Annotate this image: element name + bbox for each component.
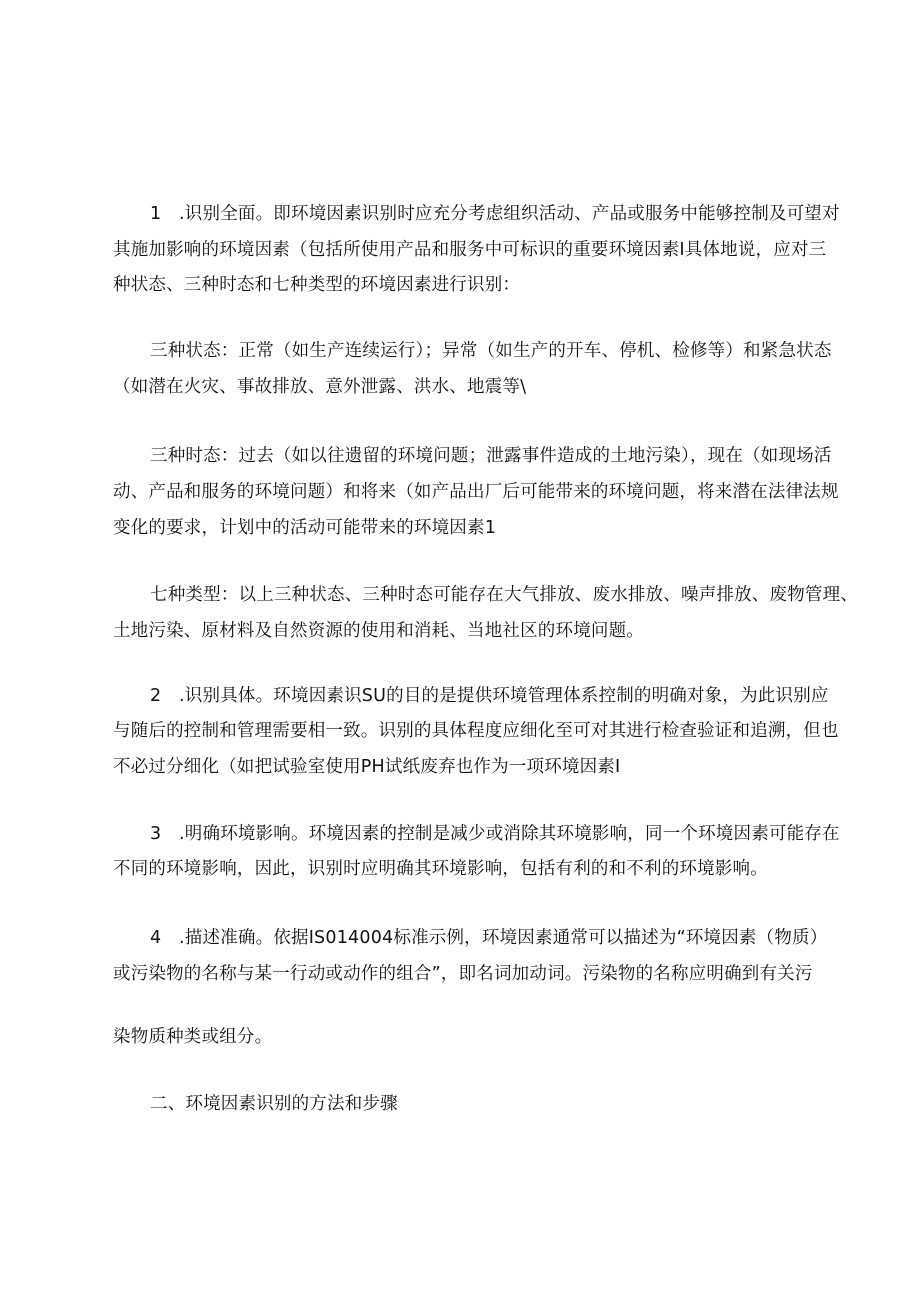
paragraph-line: 2 .识别具体。环境因素识SU的目的是提供环境管理体系控制的明确对象，为此识别应 [150,686,829,706]
paragraph-line: 染物质种类或组分。 [113,1027,273,1047]
paragraph-line: 动、产品和服务的环境问题）和将来（如产品出厂后可能带来的环境问题，将来潜在法律法规 [113,482,839,502]
paragraph-line: 种状态、三种时态和七种类型的环境因素进行识别： [113,275,521,295]
paragraph-line: 不必过分细化（如把试验室使用PH试纸废弃也作为一项环境因素I [113,757,621,777]
paragraph-line: 七种类型：以上三种状态、三种时态可能存在大气排放、废水排放、噪声排放、废物管理、 [150,585,858,605]
paragraph-line: 1 .识别全面。即环境因素识别时应充分考虑组织活动、产品或服务中能够控制及可望对 [150,204,840,224]
section-heading: 二、环境因素识别的方法和步骤 [150,1094,398,1114]
paragraph-line: 三种时态：过去（如以往遗留的环境问题；泄露事件造成的土地污染），现在（如现场活 [150,446,832,466]
paragraph-line: 土地污染、原材料及自然资源的使用和消耗、当地社区的环境问题。 [113,621,644,641]
paragraph-line: 与随后的控制和管理需要相一致。识别的具体程度应细化至可对其进行检查验证和追溯，但也 [113,721,839,741]
paragraph-line: （如潜在火灾、事故排放、意外泄露、洪水、地震等\ [113,377,527,397]
paragraph-line: 其施加影响的环境因素（包括所使用产品和服务中可标识的重要环境因素I具体地说，应对三 [113,240,827,260]
paragraph-line: 3 .明确环境影响。环境因素的控制是减少或消除其环境影响，同一个环境因素可能存在 [150,824,840,844]
paragraph-line: 不同的环境影响，因此，识别时应明确其环境影响，包括有利的和不利的环境影响。 [113,859,768,879]
paragraph-line: 或污染物的名称与某一行动或动作的组合”，即名词加动词。污染物的名称应明确到有关污 [113,964,813,984]
paragraph-line: 变化的要求，计划中的活动可能带来的环境因素1 [113,518,497,538]
paragraph-line: 4 .描述准确。依据IS014004标准示例，环境因素通常可以描述为“环境因素（物质） [150,928,828,948]
paragraph-line: 三种状态：正常（如生产连续运行）；异常（如生产的开车、停机、检修等）和紧急状态 [150,341,832,361]
